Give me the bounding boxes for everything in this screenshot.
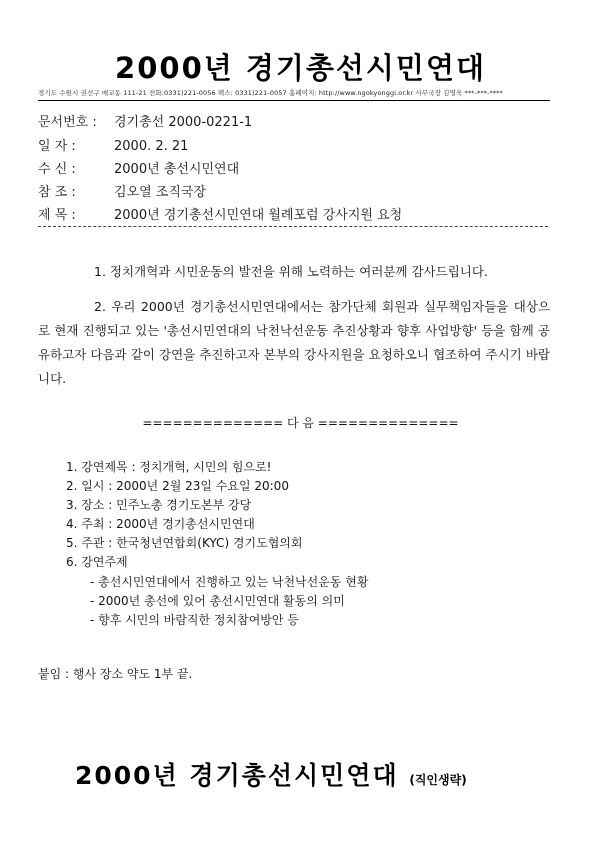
- seal-omitted: (직인생략): [409, 773, 467, 787]
- paragraph-2-text: 2. 우리 2000년 경기총선시민연대에서는 참가단체 회원과 실무책임자들을 대상으로 현재 진행되고 있는 '총선시민연대의 낙천낙선운동 추진상황과 향후 사업방향' 등을 함께 공유하고자 다음과 같이 강연을 추진하고자 본부의 강사지원을 요청하오니 협조하여 주시기 바랍니다.: [38, 299, 550, 386]
- meta-label: 수 신 :: [38, 162, 76, 177]
- attachment-note: 붙임 : 행사 장소 약도 1부 끝.: [38, 667, 193, 681]
- sub-list-item: - 총선시민연대에서 진행하고 있는 낙천낙선운동 현황: [90, 575, 369, 589]
- list-item: 5. 주관 : 한국청년연합회(KYC) 경기도협의회: [66, 536, 303, 550]
- paragraph-2: [38, 295, 550, 391]
- sender-name: 2000년 경기총선시민연대: [75, 761, 399, 790]
- meta-value: 2000년 경기총선시민연대 월례포럼 강사지원 요청: [114, 208, 403, 223]
- meta-value: 김오열 조직국장: [114, 185, 207, 200]
- meta-date: [38, 135, 188, 154]
- list-item: 4. 주최 : 2000년 경기총선시민연대: [66, 517, 255, 531]
- meta-reference: [38, 181, 206, 200]
- meta-label: 문서번호 :: [38, 115, 97, 130]
- list-item: 6. 강연주제: [66, 555, 128, 569]
- meta-doc-number: [38, 111, 252, 130]
- paragraph-1: 1. 정치개혁과 시민운동의 발전을 위해 노력하는 여러분께 감사드립니다.: [94, 264, 488, 279]
- list-item: 3. 장소 : 민주노총 경기도본부 강당: [66, 498, 252, 512]
- letterhead-title: 2000년 경기총선시민연대: [115, 51, 486, 85]
- header-divider: [38, 100, 550, 101]
- meta-label: 일 자 :: [38, 139, 76, 154]
- meta-divider: [38, 226, 548, 227]
- meta-recipient: [38, 158, 239, 177]
- sub-list-item: - 향후 시민의 바람직한 정치참여방안 등: [90, 613, 299, 627]
- meta-value: 경기총선 2000-0221-1: [114, 115, 253, 130]
- letterhead-contact: 경기도 수원시 권선구 매교동 111-21 전화:0331)221-0056 팩스: 0331)221-0057 홈페이지: http://www.ngokyonggi.or.kr 사무국장 김영욱 ***-***-****: [38, 89, 503, 97]
- list-item: 1. 강연제목 : 정치개혁, 시민의 힘으로!: [66, 460, 272, 474]
- sender-signature: [75, 756, 467, 792]
- list-item: 2. 일시 : 2000년 2월 23일 수요일 20:00: [66, 479, 289, 493]
- sub-list-item: - 2000년 총선에 있어 총선시민연대 활동의 의미: [90, 594, 345, 608]
- meta-subject: [38, 204, 402, 223]
- meta-value: 2000. 2. 21: [114, 139, 189, 154]
- meta-label: 제 목 :: [38, 208, 76, 223]
- meta-value: 2000년 총선시민연대: [114, 162, 240, 177]
- next-heading: ============== 다 음 ==============: [142, 416, 459, 430]
- meta-label: 참 조 :: [38, 185, 76, 200]
